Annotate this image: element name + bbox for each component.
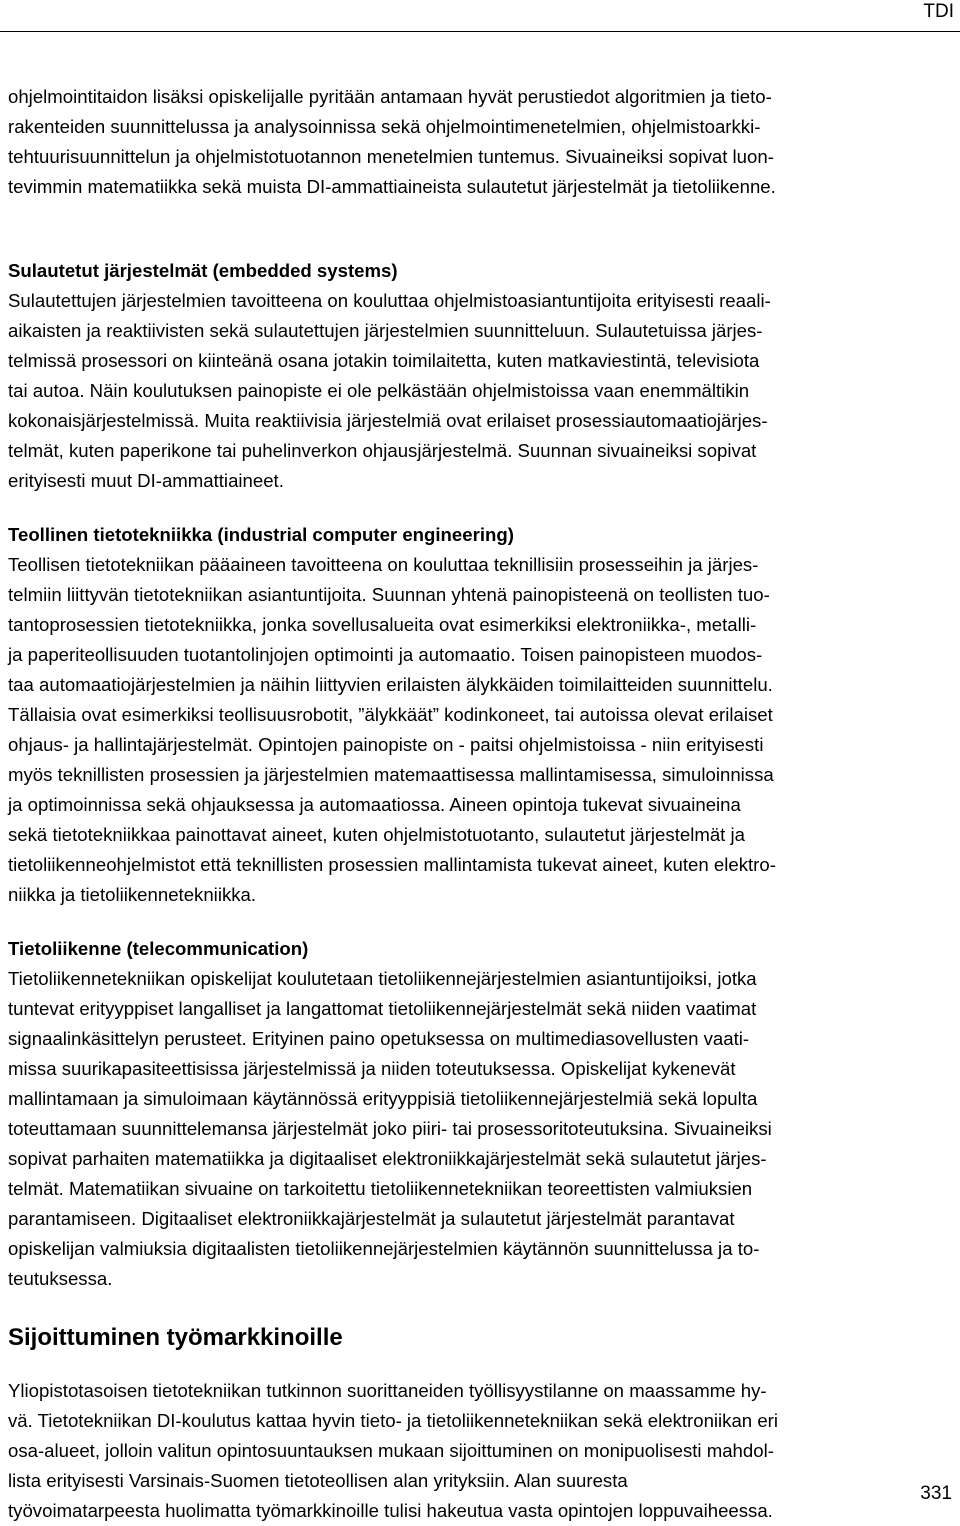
paragraph-line: tietoliikenneohjelmistot että teknillisten prosessien mallintamista tukevat aineet, kuten elektro- <box>8 854 776 875</box>
paragraph-line: osa-alueet, jolloin valitun opintosuuntauksen mukaan sijoittuminen on monipuolisesti mahdol- <box>8 1440 774 1461</box>
section-heading: Tietoliikenne (telecommunication) <box>8 938 309 959</box>
section-employment <box>8 1322 958 1526</box>
paragraph-line: vä. Tietotekniikan DI-koulutus kattaa hyvin tieto- ja tietoliikennetekniikan sekä elektroniikan eri <box>8 1410 778 1431</box>
paragraph-line: parantamiseen. Digitaaliset elektroniikkajärjestelmät ja sulautetut järjestelmät parantavat <box>8 1208 735 1229</box>
intro-paragraph <box>8 82 958 202</box>
paragraph-line: ohjaus- ja hallintajärjestelmät. Opintojen painopiste on - paitsi ohjelmistoissa - niin erityisesti <box>8 734 764 755</box>
section-industrial-computer-engineering <box>8 520 958 910</box>
paragraph-line: Teollisen tietotekniikan pääaineen tavoitteena on kouluttaa teknillisiin prosesseihin ja järjes- <box>8 554 759 575</box>
paragraph-line: telmiin liittyvän tietotekniikan asiantuntijoita. Suunnan yhtenä painopisteenä on teollisten tuo- <box>8 584 770 605</box>
paragraph-line: telmät. Matematiikan sivuaine on tarkoitettu tietoliikennetekniikan teoreettisten valmiuksien <box>8 1178 753 1199</box>
paragraph-line: toteuttamaan suunnittelemansa järjestelmät joko piiri- tai prosessoritoteutuksina. Sivuaineiksi <box>8 1118 772 1139</box>
paragraph-line: missa suurikapasiteettisissa järjestelmissä ja niiden toteutuksessa. Opiskelijat kykenevät <box>8 1058 736 1079</box>
paragraph-line: Tietoliikennetekniikan opiskelijat koulutetaan tietoliikennejärjestelmien asiantuntijoiksi, jotka <box>8 968 757 989</box>
paragraph-line: kokonaisjärjestelmissä. Muita reaktiivisia järjestelmiä ovat erilaiset prosessiautomaatiojärjes- <box>8 410 768 431</box>
paragraph-line: Sulautettujen järjestelmien tavoitteena on kouluttaa ohjelmistoasiantuntijoita erityisesti reaali- <box>8 290 771 311</box>
page-number: 331 <box>920 1483 952 1504</box>
paragraph-line: tuntevat erityyppiset langalliset ja langattomat tietoliikennejärjestelmät sekä niiden vaatimat <box>8 998 757 1019</box>
section-heading: Sulautetut järjestelmät (embedded systems) <box>8 260 398 281</box>
paragraph-line: sopivat parhaiten matematiikka ja digitaaliset elektroniikkajärjestelmät sekä sulautetut järjes- <box>8 1148 767 1169</box>
paragraph-line: Yliopistotasoisen tietotekniikan tutkinnon suorittaneiden työllisyystilanne on maassamme hy- <box>8 1380 767 1401</box>
paragraph-line: Tällaisia ovat esimerkiksi teollisuusrobotit, ”älykkäät” kodinkoneet, tai autoissa olevat erilaiset <box>8 704 773 725</box>
intro-line: ohjelmointitaidon lisäksi opiskelijalle pyritään antamaan hyvät perustiedot algoritmien ja tieto- <box>8 86 772 107</box>
paragraph-line: ja optimoinnissa sekä ohjauksessa ja automaatiossa. Aineen opintoja tukevat sivuaineina <box>8 794 741 815</box>
paragraph-line: taa automaatiojärjestelmien ja näihin liittyvien erilaisten älykkäiden toimilaitteiden suunnittelu. <box>8 674 773 695</box>
document-body <box>8 82 958 1526</box>
paragraph-line: ja paperiteollisuuden tuotantolinjojen optimointi ja automaatio. Toisen painopisteen muodos- <box>8 644 763 665</box>
paragraph-line: telmissä prosessori on kiinteänä osana jotakin toimilaitetta, kuten matkaviestintä, televisiota <box>8 350 760 371</box>
section-heading: Teollinen tietotekniikka (industrial computer engineering) <box>8 524 514 545</box>
paragraph-line: signaalinkäsittelyn perusteet. Erityinen paino opetuksessa on multimediasovellusten vaati- <box>8 1028 750 1049</box>
paragraph-line: telmät, kuten paperikone tai puhelinverkon ohjausjärjestelmä. Suunnan sivuaineiksi sopivat <box>8 440 757 461</box>
running-header-label: TDI <box>923 1 954 22</box>
paragraph-line: teutuksessa. <box>8 1268 113 1289</box>
paragraph-line: sekä tietotekniikkaa painottavat aineet, kuten ohjelmistotuotanto, sulautetut järjestelmät ja <box>8 824 745 845</box>
paragraph-line: myös teknillisten prosessien ja järjestelmien matemaattisessa mallintamisessa, simuloinnissa <box>8 764 774 785</box>
paragraph-line: mallintamaan ja simuloimaan käytännössä erityyppisiä tietoliikennejärjestelmiä sekä lopulta <box>8 1088 758 1109</box>
header-divider <box>0 31 960 32</box>
paragraph-line: opiskelijan valmiuksia digitaalisten tietoliikennejärjestelmien käytännön suunnittelussa ja to- <box>8 1238 760 1259</box>
paragraph-line: aikaisten ja reaktiivisten sekä sulautettujen järjestelmien suunnitteluun. Sulautetuissa järjes- <box>8 320 763 341</box>
intro-line: rakenteiden suunnittelussa ja analysoinnissa sekä ohjelmointimenetelmien, ohjelmistoarkki- <box>8 116 761 137</box>
section-telecommunication <box>8 934 958 1294</box>
paragraph-line: erityisesti muut DI-ammattiaineet. <box>8 470 284 491</box>
paragraph-line: niikka ja tietoliikennetekniikka. <box>8 884 257 905</box>
intro-line: tevimmin matematiikka sekä muista DI-ammattiaineista sulautetut järjestelmät ja tietoliikenne. <box>8 176 776 197</box>
intro-line: tehtuurisuunnittelun ja ohjelmistotuotannon menetelmien tuntemus. Sivuaineiksi sopivat luon- <box>8 146 774 167</box>
paragraph-line: tantoprosessien tietotekniikka, jonka sovellusalueita ovat esimerkiksi elektroniikka-, metalli- <box>8 614 757 635</box>
paragraph-line: tai autoa. Näin koulutuksen painopiste ei ole pelkästään ohjelmistoissa vaan enemmältikin <box>8 380 750 401</box>
paragraph-line: työvoimatarpeesta huolimatta työmarkkinoille tulisi hakeutua vasta opintojen loppuvaiheessa. <box>8 1500 773 1521</box>
section-embedded-systems <box>8 256 958 496</box>
paragraph-line: lista erityisesti Varsinais-Suomen tietoteollisen alan yrityksiin. Alan suuresta <box>8 1470 628 1491</box>
section-major-heading: Sijoittuminen työmarkkinoille <box>8 1324 343 1351</box>
